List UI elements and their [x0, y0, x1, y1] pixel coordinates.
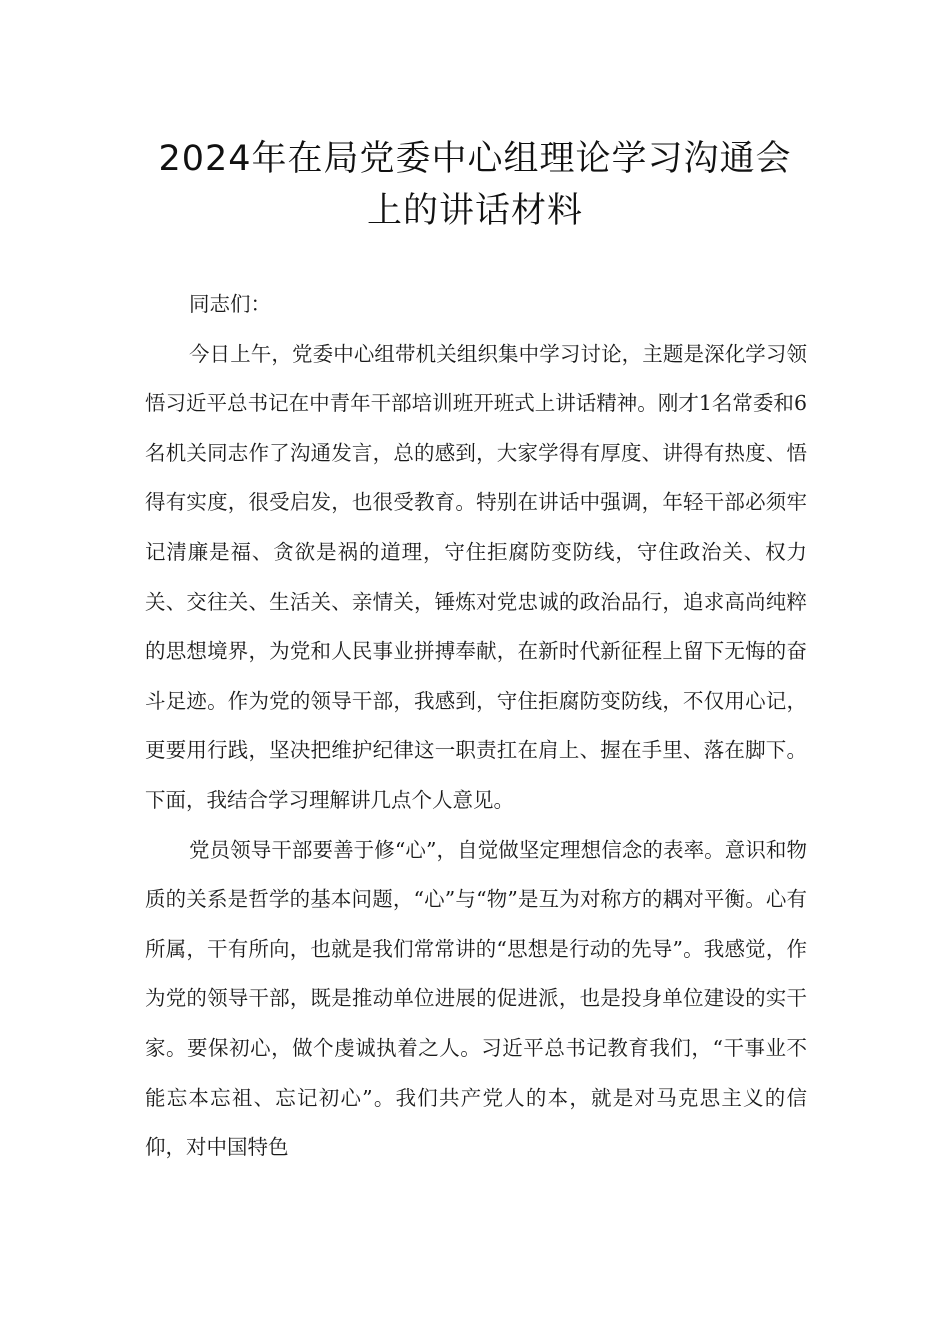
- body-paragraph-2: 党员领导干部要善于修“心”，自觉做坚定理想信念的表率。意识和物质的关系是哲学的基本问题，“心”与“物”是互为对称方的耦对平衡。心有所属，干有所向，也就是我们常常讲的“思想是行动的先导”。我感觉，作为党的领导干部，既是推动单位进展的促进派，也是投身单位建设的实干家。要保初心，做个虔诚执着之人。习近平总书记教育我们，“干事业不能忘本忘祖、忘记初心”。我们共产党人的本，就是对马克思主义的信仰，对中国特色: [145, 837, 807, 1160]
- greeting: 同志们：: [189, 292, 271, 316]
- document-title: [120, 133, 830, 237]
- body-paragraph-1: 今日上午，党委中心组带机关组织集中学习讨论，主题是深化学习领悟习近平总书记在中青年干部培训班开班式上讲话精神。刚才1名常委和6名机关同志作了沟通发言，总的感到，大家学得有厚度、讲得有热度、悟得有实度，很受启发，也很受教育。特别在讲话中强调，年轻干部必须牢记清廉是福、贪欲是祸的道理，守住拒腐防变防线，守住政治关、权力关、交往关、生活关、亲情关，锤炼对党忠诚的政治品行，追求高尚纯粹的思想境界，为党和人民事业拼搏奉献，在新时代新征程上留下无悔的奋斗足迹。作为党的领导干部，我感到，守住拒腐防变防线，不仅用心记，更要用行践，坚决把维护纪律这一职责扛在肩上、握在手里、落在脚下。下面，我结合学习理解讲几点个人意见。: [145, 341, 807, 812]
- document-body: [145, 280, 807, 1173]
- document-title-line-1: 2024年在局党委中心组理论学习沟通会: [158, 139, 792, 179]
- document-title-line-2: 上的讲话材料: [366, 191, 583, 231]
